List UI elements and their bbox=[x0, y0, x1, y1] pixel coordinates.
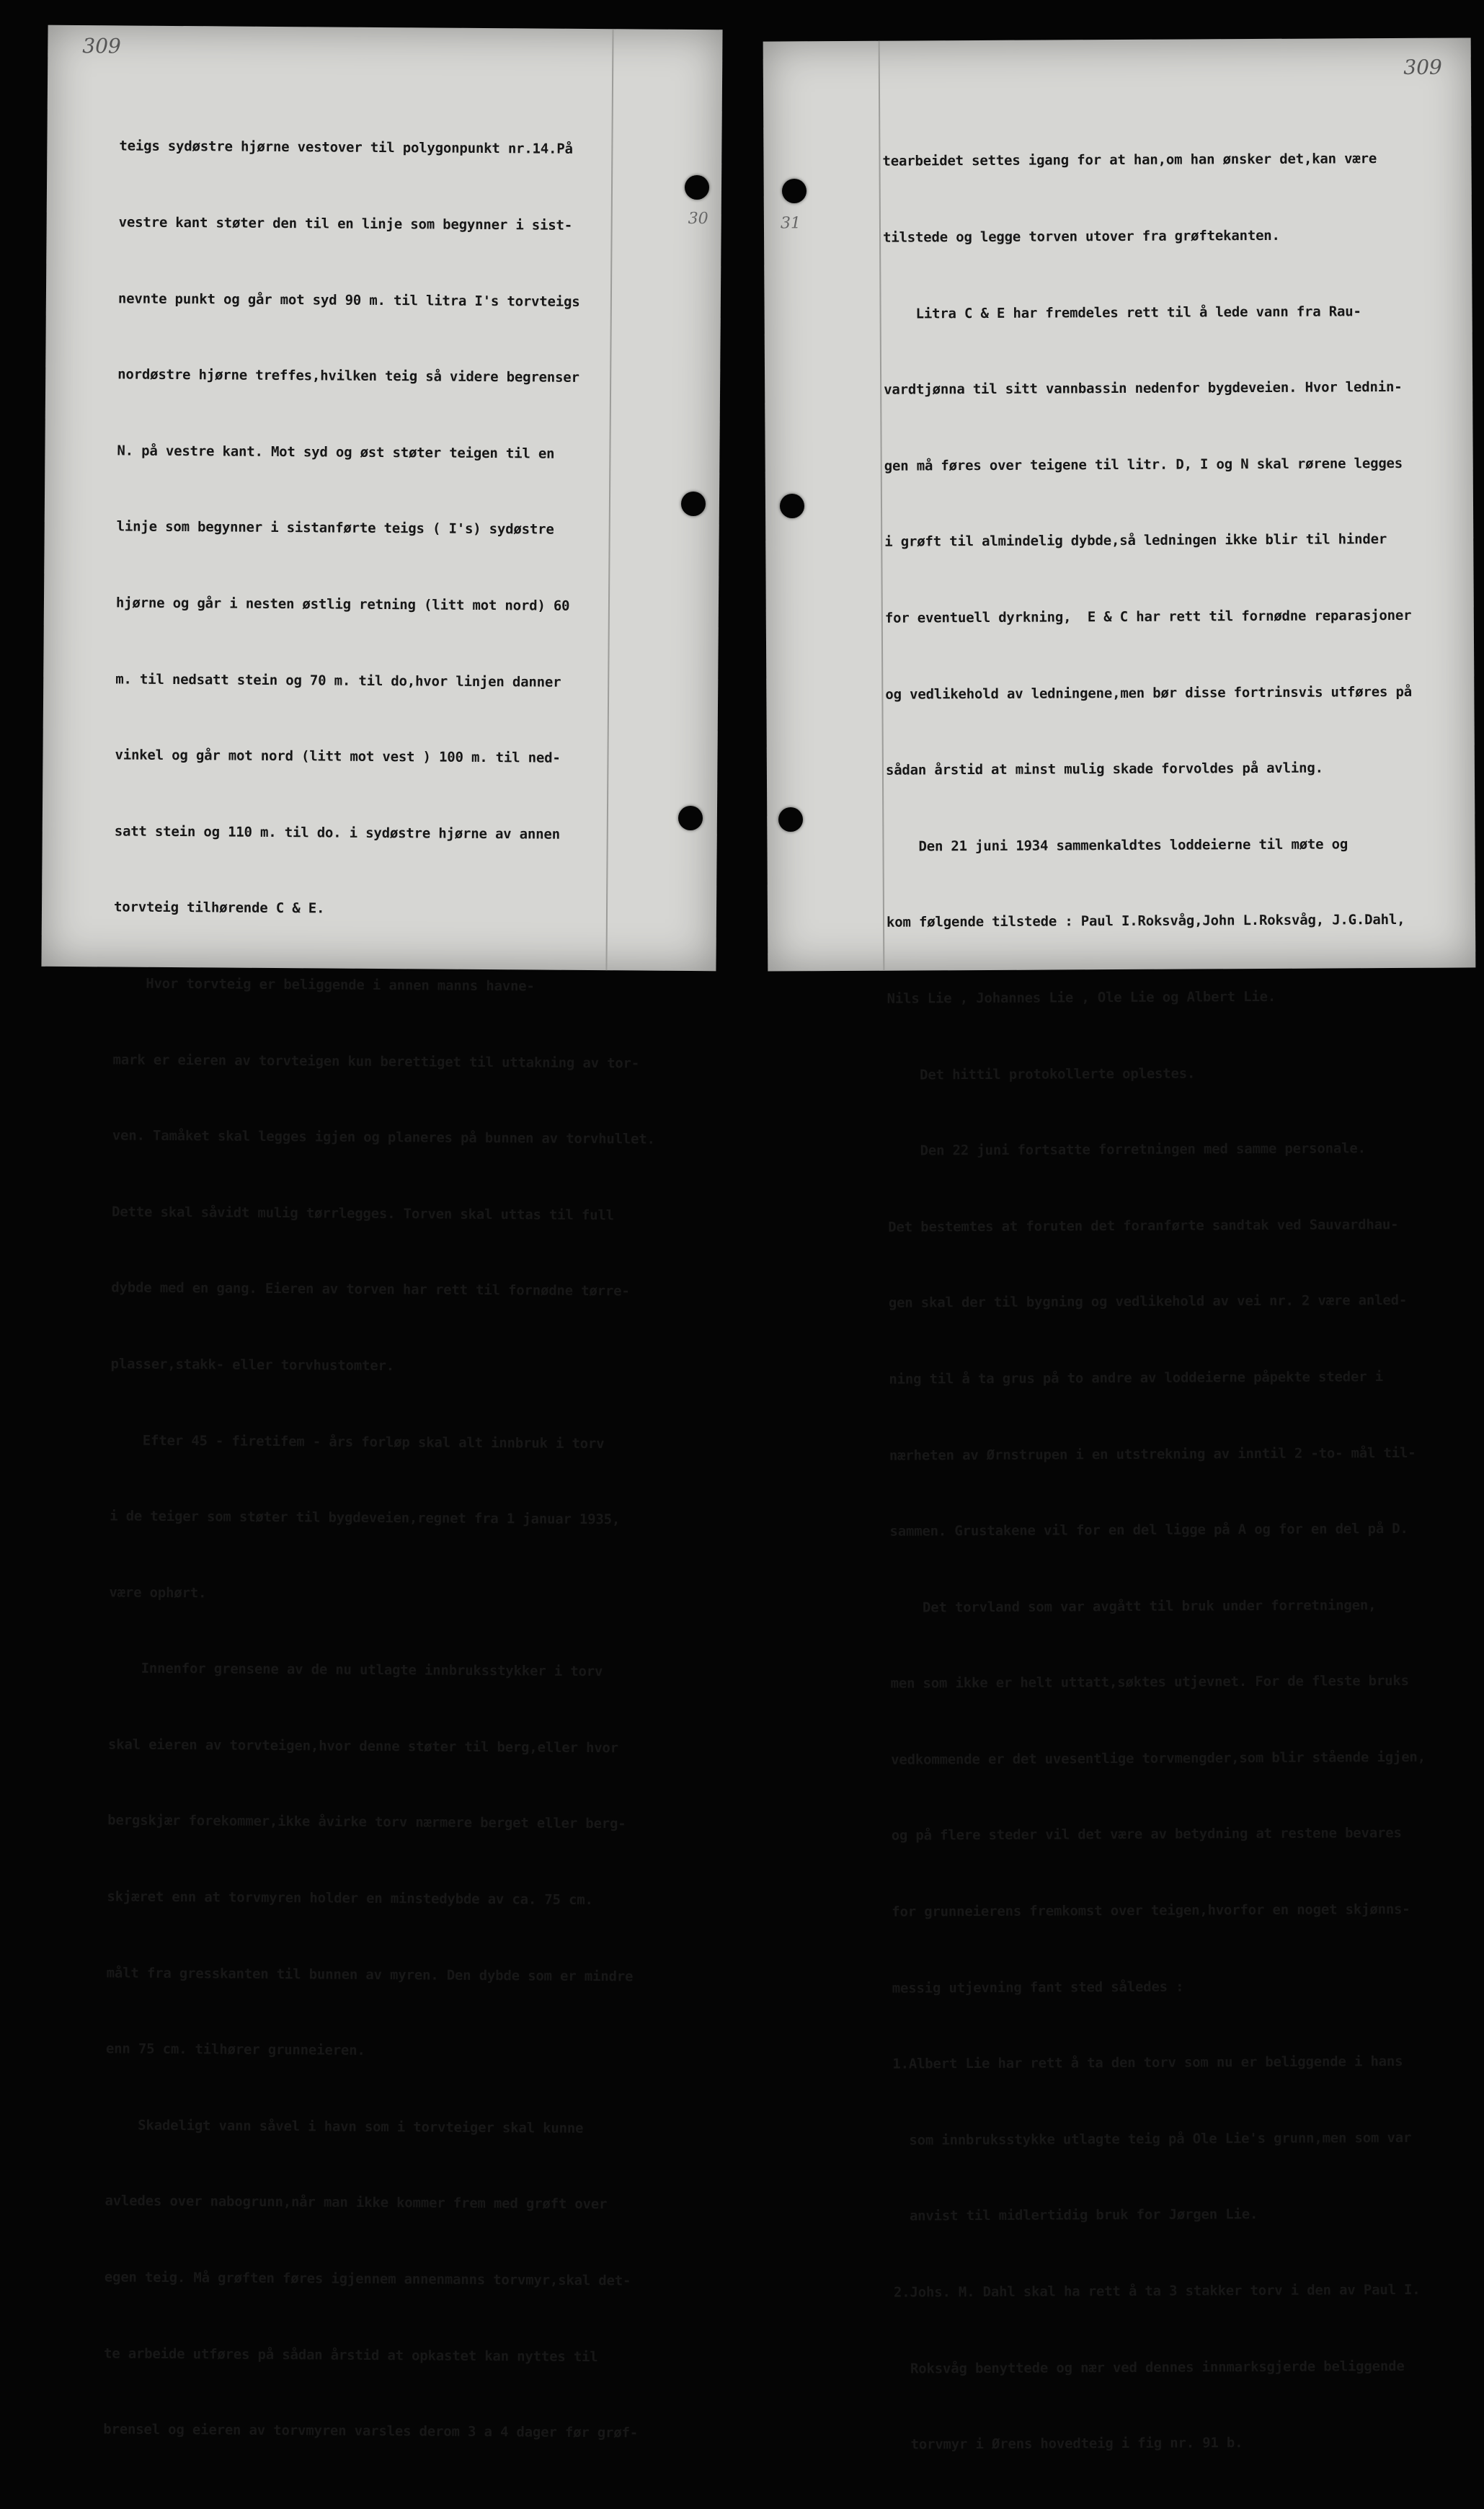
text-line: gen må føres over teigene til litr. D, I og N skal rørene legges bbox=[884, 455, 1403, 474]
text-line: Litra C & E har fremdeles rett til å lede vann fra Rau- bbox=[883, 303, 1361, 322]
text-line: nevnte punkt og går mot syd 90 m. til litra I's torvteigs bbox=[117, 290, 580, 310]
text-line: ning til å ta grus på to andre av loddeierne påpekte steder i bbox=[889, 1369, 1383, 1387]
text-line: torvteig tilhørende C & E. bbox=[113, 899, 325, 917]
text-line: plasser,stakk- eller torvhustomter. bbox=[110, 1356, 395, 1375]
text-line: avledes over nabogrunn,når man ikke kommer frem med grøft over bbox=[105, 2193, 608, 2213]
text-line: vardtjønna til sitt vannbassin nedenfor bygdeveien. Hvor lednin- bbox=[884, 379, 1403, 398]
text-line: Det bestemtes at foruten det foranførte sandtak ved Sauvardhau- bbox=[888, 1216, 1399, 1235]
text-line: enn 75 cm. tilhører grunneieren. bbox=[105, 2040, 365, 2059]
right-page bbox=[763, 37, 1476, 2453]
text-line: vestre kant støter den til en linje som begynner i sist- bbox=[118, 214, 573, 234]
text-line: i grøft til almindelig dybde,så ledningen ikke blir til hinder bbox=[884, 531, 1387, 551]
text-line: nordøstre hjørne treffes,hvilken teig så videre begrenser bbox=[117, 366, 579, 386]
text-line: Efter 45 - firetifem - års forløp skal alt innbruk i torv bbox=[110, 1431, 605, 1452]
page-number: 309 bbox=[1403, 55, 1442, 79]
text-line: i de teiger som støter til bygdeveien,regnet fra 1 januar 1935, bbox=[110, 1508, 621, 1528]
text-line: egen teig. Må grøften føres igjennem annenmanns torvmyr,skal det- bbox=[104, 2269, 631, 2289]
left-page-text bbox=[103, 83, 662, 2497]
text-line: være ophørt. bbox=[109, 1584, 207, 1602]
text-line: brensel og eieren av torvmyren varsles derom 3 a 4 dager før grøf- bbox=[103, 2421, 639, 2441]
text-line: tearbeidet settes igang for at han,om han ønsker det,kan være bbox=[882, 151, 1377, 170]
text-line: skjæret enn at torvmyren holder en minstedybde av ca. 75 cm. bbox=[107, 1888, 593, 1909]
text-line: linje som begynner i sistanførte teigs ( I's) sydøstre bbox=[116, 518, 554, 538]
text-line: sammen. Grustakene vil for en del ligge på A og for en del på D. bbox=[889, 1521, 1408, 1540]
text-line: sådan årstid at minst mulig skade forvoldes på avling. bbox=[885, 760, 1323, 778]
binder-hole bbox=[681, 492, 706, 516]
margin-mark: 31 bbox=[780, 214, 801, 233]
page-number: 309 bbox=[82, 34, 121, 58]
text-line: gen skal der til bygning og vedlikehold av vei nr. 2 være anled- bbox=[888, 1292, 1408, 1312]
text-line: N. på vestre kant. Mot syd og øst støter teigen til en bbox=[117, 443, 555, 462]
text-line: kom følgende tilstede : Paul I.Roksvåg,John L.Roksvåg, J.G.Dahl, bbox=[886, 912, 1405, 931]
text-line: m. til nedsatt stein og 70 m. til do,hvor linjen danner bbox=[115, 670, 561, 690]
text-line: vinkel og går mot nord (litt mot vest ) 100 m. til ned- bbox=[115, 747, 561, 766]
binder-hole bbox=[685, 175, 709, 200]
binder-hole bbox=[782, 179, 807, 203]
text-line: teigs sydøstre hjørne vestover til polygonpunkt nr.14.På bbox=[119, 138, 573, 158]
text-line: nærheten av Ørnstrupen i en utstrekning av inntil 2 -to- mål til- bbox=[889, 1444, 1416, 1464]
binder-hole bbox=[780, 494, 804, 518]
text-line: Den 22 juni fortsatte forretningen med samme personale. bbox=[887, 1140, 1366, 1159]
text-line: tilstede og legge torven utover fra grøftekanten. bbox=[882, 227, 1280, 246]
left-page bbox=[41, 25, 722, 2441]
text-line: dybde med en gang. Eieren av torven har rett til fornødne tørre- bbox=[111, 1279, 630, 1300]
text-line: Innenfor grensene av de nu utlagte innbruksstykker i torv bbox=[108, 1660, 603, 1680]
text-line: for eventuell dyrkning, E & C har rett til fornødne reparasjoner bbox=[884, 607, 1412, 626]
text-line: hjørne og går i nesten østlig retning (litt mot nord) 60 bbox=[115, 595, 570, 614]
text-line: Roksvåg benyttede og nær ved dennes innmarksgjerde beliggende bbox=[894, 2358, 1405, 2377]
text-line: mark er eieren av torvteigen kun berettiget til uttakning av tor- bbox=[112, 1051, 640, 1072]
binder-hole bbox=[678, 806, 703, 830]
text-line: ven. Tamåket skal legges igjen og planeres på bunnen av torvhullet. bbox=[112, 1127, 655, 1147]
text-line: Skadeligt vann såvel i havn som i torvteiger skal kunne bbox=[105, 2117, 584, 2136]
text-line: Det torvland som var avgått til bruk under forretningen, bbox=[889, 1597, 1377, 1616]
text-line: Det hittil protokollerte oplestes. bbox=[887, 1065, 1196, 1083]
text-line: skal eieren av torvteigen,hvor denne støter til berg,eller hvor bbox=[107, 1736, 619, 1757]
text-line: Den 21 juni 1934 sammenkaldtes loddeierne til møte og bbox=[886, 836, 1349, 855]
binder-hole bbox=[778, 807, 803, 832]
text-line: 1.Albert Lie har rett å ta den torv som nu er beliggende i hans bbox=[892, 2053, 1403, 2072]
text-line: te arbeide utføres på sådan årstid at opkastet kan nyttes til bbox=[103, 2345, 598, 2365]
text-line: Hvor torvteig er beliggende i annen manns havne- bbox=[113, 975, 535, 995]
text-line: 2.Johs. M. Dahl skal ha rett å ta 3 stakker torv i den av Paul I. bbox=[893, 2281, 1421, 2301]
text-line: Nils Lie , Johannes Lie , Ole Lie og Albert Lie. bbox=[887, 988, 1276, 1007]
text-line: målt fra gresskanten til bunnen av myren. Den dybde som er mindre bbox=[106, 1965, 634, 1985]
margin-mark: 30 bbox=[688, 209, 708, 228]
text-line: Dette skal såvidt mulig tørrlegges. Torven skal uttas til full bbox=[112, 1204, 614, 1223]
text-line: anvist til midlertidig bruk for Jørgen Lie. bbox=[893, 2206, 1258, 2225]
text-line: som innbruksstykke utlagte teig på Ole Lie's grunn,men som var bbox=[892, 2129, 1412, 2149]
right-page-text bbox=[882, 96, 1429, 2509]
text-line: torvmyr i Ørens hovedteig i fig nr. 91 b. bbox=[894, 2435, 1243, 2453]
text-line: satt stein og 110 m. til do. i sydøstre hjørne av annen bbox=[114, 823, 560, 843]
text-line: og vedlikehold av ledningene,men bør disse fortrinsvis utføres på bbox=[885, 683, 1412, 703]
text-line: men som ikke er helt uttatt,søktes utjevnet. For de fleste bruks bbox=[890, 1673, 1409, 1692]
text-line: for grunneierens fremkomst over teigen,hvorfor en noget skjønns- bbox=[892, 1901, 1410, 1920]
text-line: vedkommende er det uvesentlige torvmengder,som blir stående igjen, bbox=[891, 1749, 1426, 1768]
text-line: bergskjær forekommer,ikke åvirke torv nærmere berget eller berg- bbox=[107, 1812, 626, 1832]
text-line: messig utjevning fant sted således : bbox=[892, 1979, 1184, 1997]
text-line: og på flere steder vil det være av betydning at restene bevares bbox=[891, 1825, 1402, 1844]
